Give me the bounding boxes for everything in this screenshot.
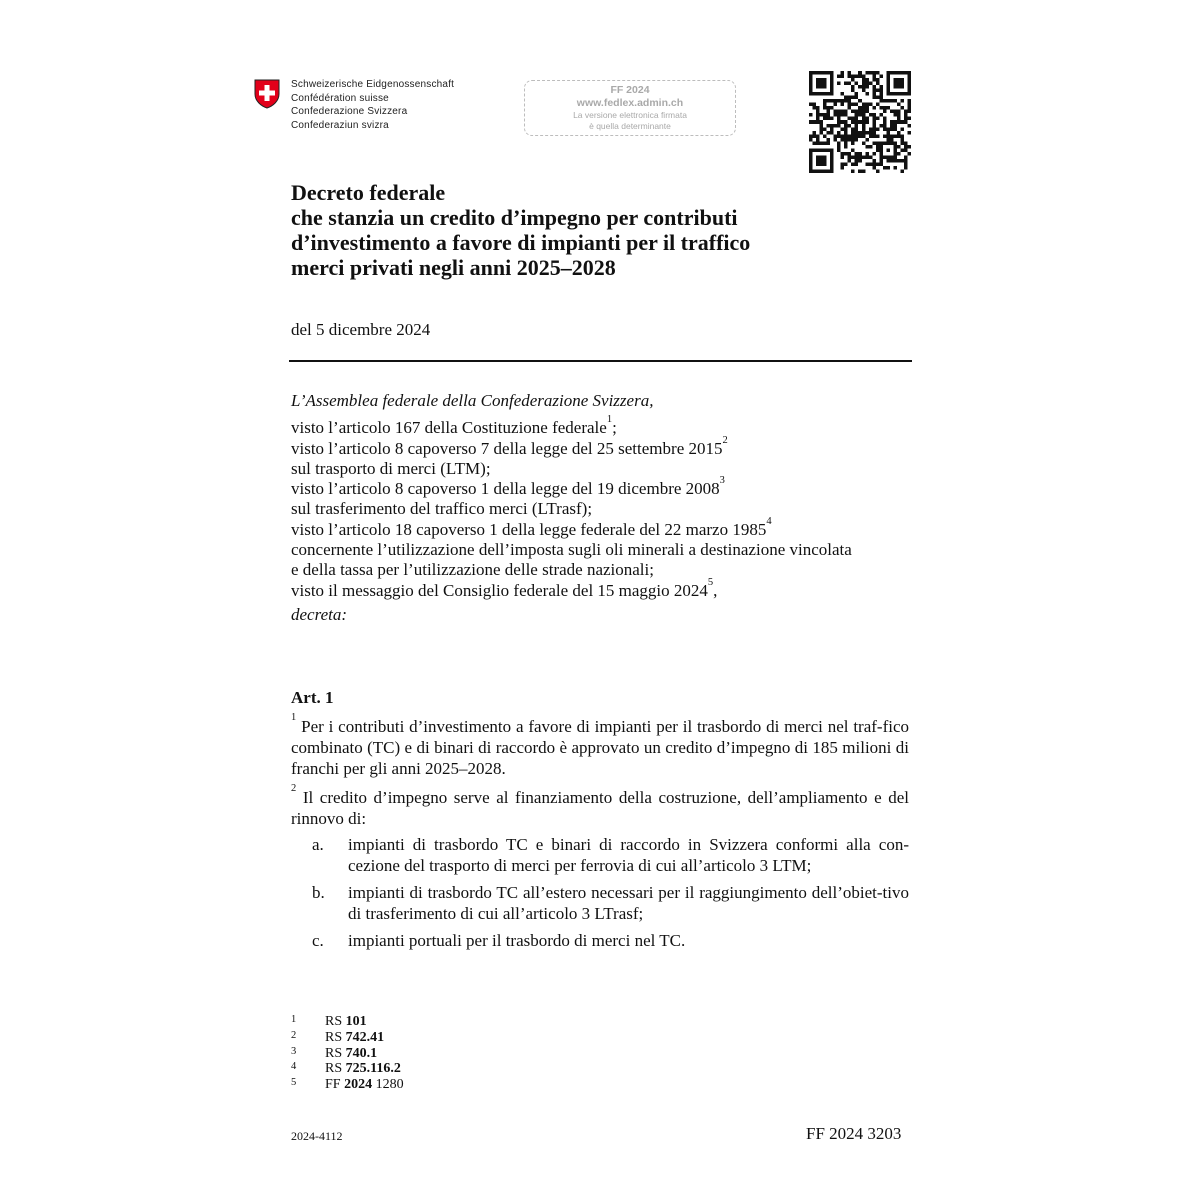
list-item-text: impianti portuali per il trasbordo di merci nel TC. (348, 931, 686, 950)
preamble-intro: L’Assemblea federale della Confederazione Svizzera, (291, 391, 654, 410)
federation-name-fr: Confédération suisse (291, 92, 389, 104)
footnote-bold: 725.116.2 (345, 1061, 401, 1077)
preamble-text: concernente l’utilizzazione dell’imposta sugli oli minerali a destinazione vincolata (291, 540, 852, 560)
preamble-line (291, 576, 911, 601)
stamp-line-3: La versione elettronica firmata (573, 110, 687, 120)
title-line: che stanzia un credito d’impegno per contributi (291, 205, 738, 230)
preamble-text: visto il messaggio del Consiglio federale del 15 maggio 2024 (291, 580, 708, 600)
footnote-ref[interactable]: 1 (606, 414, 613, 426)
footnote-prefix: RS (325, 1061, 343, 1077)
paragraph-text: Per i contributi d’investimento a favore di impianti per il trasbordo di merci nel traf-fico combinato (TC) e di binari di raccordo è approvato un credito d’impegno di 185 milioni di franchi per gli anni 2025–2028. (291, 717, 910, 778)
page-reference: FF 2024 3203 (806, 1124, 902, 1143)
preamble-line (291, 560, 911, 580)
qr-code-icon (809, 71, 911, 173)
footnote-number: 5 (291, 1077, 297, 1089)
list-item-text: impianti di trasbordo TC e binari di raccordo in Svizzera conformi alla con-cezione del trasporto di merci per ferrovia di cui all’articolo 3 LTM; (348, 835, 909, 875)
federation-name-de: Schweizerische Eidgenossenschaft (291, 79, 455, 90)
footnote-ref[interactable]: 5 (707, 576, 714, 588)
stamp-line-4: è quella determinante (589, 121, 671, 131)
preamble-text: visto l’articolo 167 della Costituzione federale (291, 418, 607, 438)
paragraph-number: 2 (291, 783, 297, 794)
preamble-line (291, 499, 911, 519)
preamble-text: visto l’articolo 18 capoverso 1 della legge federale del 22 marzo 1985 (291, 519, 767, 539)
stamp-line-1: FF 2024 (610, 84, 650, 96)
article-paragraph-1 (291, 712, 910, 779)
federation-name-it: Confederazione Svizzera (291, 106, 408, 117)
preamble-line (291, 475, 911, 499)
paragraph-text: Il credito d’impegno serve al finanziamento della costruzione, dell’ampliamento e del rinnovo di: (291, 788, 909, 828)
footnote-bold: 742.41 (345, 1029, 385, 1045)
preamble-line (291, 414, 911, 438)
footnote-bold: 101 (345, 1014, 367, 1029)
title-line: d’investimento a favore di impianti per il traffico (291, 230, 751, 255)
footnote-prefix: FF (325, 1077, 341, 1093)
document-date: del 5 dicembre 2024 (291, 320, 431, 339)
footnote-bold: 2024 (344, 1077, 373, 1093)
article-title: Art. 1 (291, 688, 334, 707)
footnote-text[interactable] (325, 1077, 404, 1093)
document-id: 2024-4112 (291, 1129, 343, 1143)
footnote-text[interactable] (325, 1061, 401, 1077)
footnote-bold: 740.1 (345, 1045, 378, 1061)
footnote-text[interactable] (325, 1046, 377, 1062)
footnote-number: 2 (291, 1029, 297, 1041)
preamble-text: visto l’articolo 8 capoverso 1 della legge del 19 dicembre 2008 (291, 479, 720, 499)
preamble-line (291, 540, 911, 560)
footnote-prefix: RS (325, 1045, 343, 1061)
list-item-letter: a. (312, 835, 324, 854)
preamble-line (291, 459, 911, 479)
footnote-suffix: 1280 (375, 1077, 404, 1093)
federation-name-rm: Confederaziun svizra (291, 119, 389, 131)
footnote-text[interactable] (325, 1014, 367, 1030)
preamble-punct: , (713, 580, 718, 600)
title-divider (289, 360, 912, 362)
list-item-letter: b. (312, 883, 325, 902)
list-item-text: impianti di trasbordo TC all’estero necessari per il raggiungimento dell’obiet-tivo di trasferimento di cui all’articolo 3 LTrasf; (348, 883, 909, 923)
preamble-line (291, 515, 911, 540)
paragraph-number: 1 (291, 712, 297, 723)
footnote-prefix: RS (325, 1029, 343, 1045)
preamble-decreta: decreta: (291, 604, 348, 624)
footnote-number: 1 (291, 1014, 297, 1025)
footnote-number: 3 (291, 1045, 297, 1057)
footnote-text[interactable] (325, 1030, 384, 1046)
preamble-text: visto l’articolo 8 capoverso 7 della legge del 25 settembre 2015 (291, 438, 723, 458)
article-paragraph-2 (291, 783, 909, 829)
electronic-signature-stamp (524, 80, 736, 136)
preamble-line (291, 434, 911, 459)
swiss-crest-icon (254, 79, 280, 109)
footnote-ref[interactable]: 2 (722, 434, 728, 446)
federation-names (291, 78, 454, 132)
footnote-prefix: RS (325, 1014, 343, 1029)
preamble-text: sul trasporto di merci (LTM); (291, 458, 491, 478)
footnote-ref[interactable]: 4 (766, 515, 772, 527)
preamble-text: e della tassa per l’utilizzazione delle strade nazionali; (291, 560, 654, 580)
stamp-line-2: www.fedlex.admin.ch (576, 97, 684, 109)
list-item-letter: c. (312, 931, 324, 950)
title-line: merci privati negli anni 2025–2028 (291, 255, 616, 280)
preamble (291, 391, 911, 625)
document-title (291, 180, 891, 280)
preamble-punct: ; (612, 418, 617, 438)
footnote-ref[interactable]: 3 (719, 475, 725, 487)
title-line: Decreto federale (291, 180, 446, 205)
preamble-text: sul trasferimento del traffico merci (LTrasf); (291, 499, 593, 519)
footnote-number: 4 (291, 1061, 297, 1073)
